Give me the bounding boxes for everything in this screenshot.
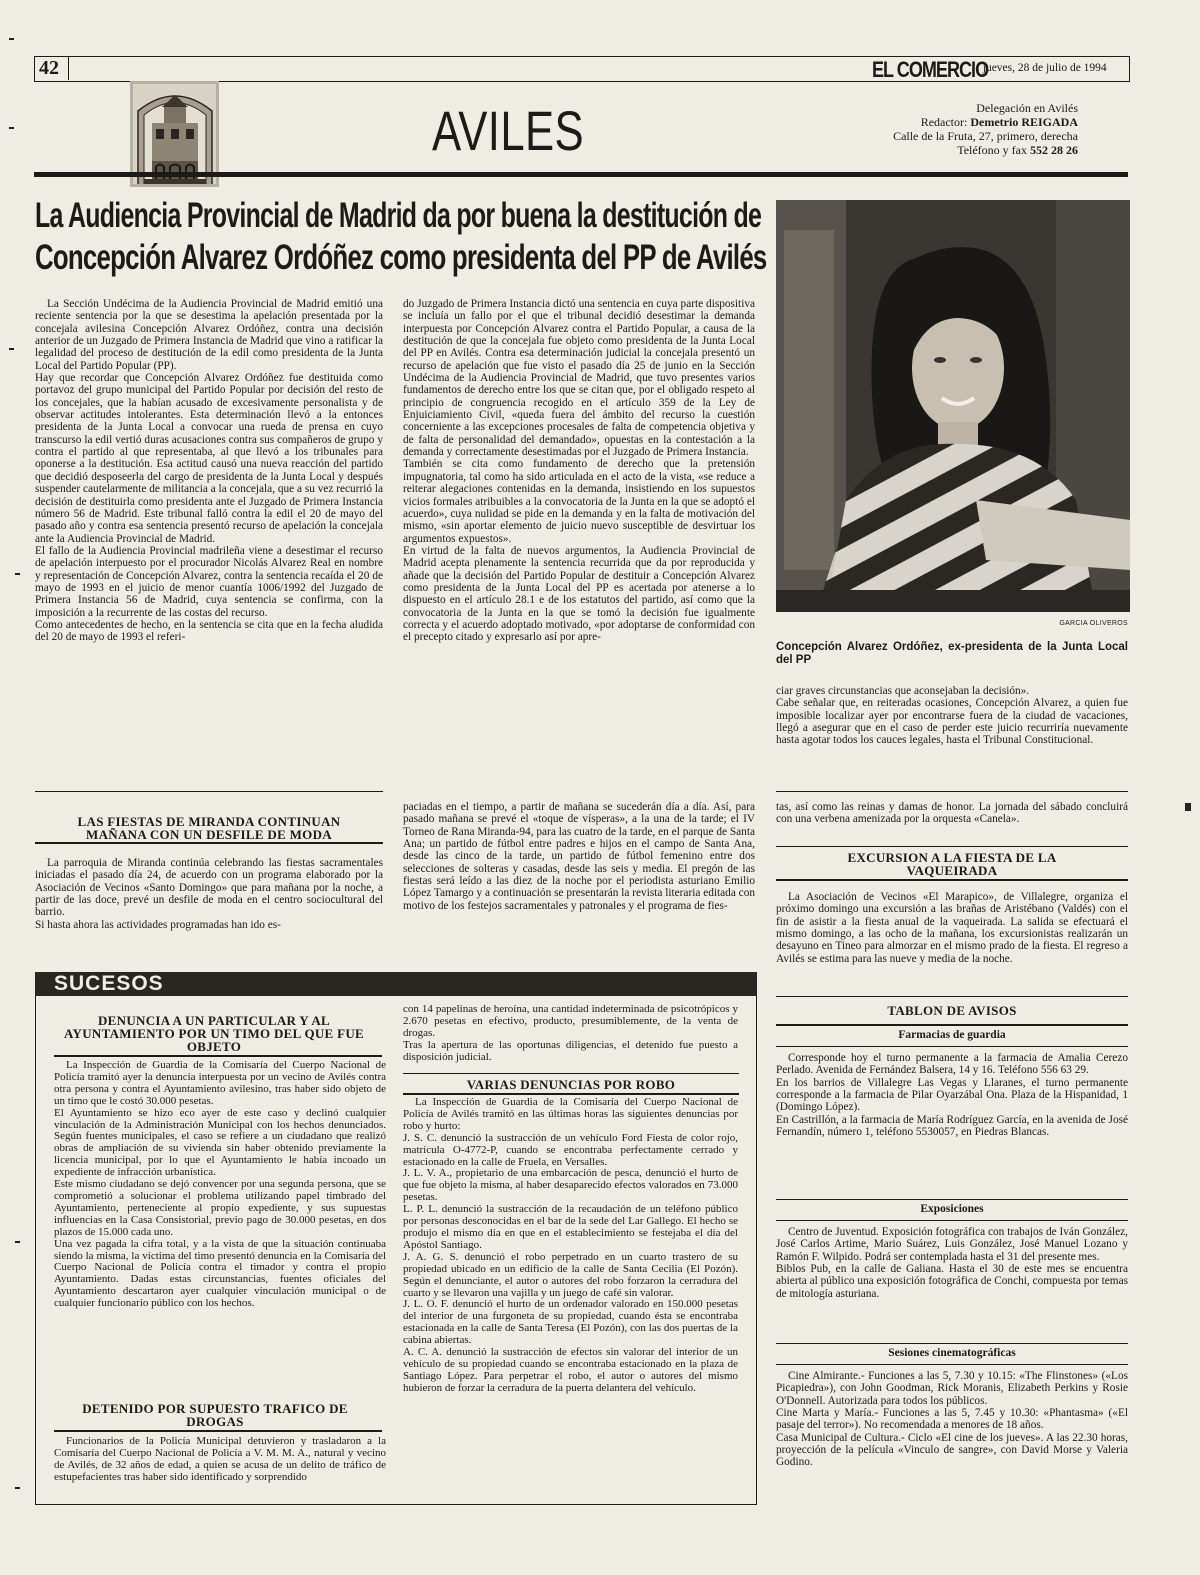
cine-title: Sesiones cinematográficas	[888, 1347, 1016, 1359]
delegation-info	[840, 101, 1078, 157]
tablon-rule	[776, 1364, 1128, 1365]
sucesos-label: SUCESOS	[54, 972, 164, 995]
sucesos-body-1: La Inspección de Guardia de la Comisaría del Cuerpo Nacional de Policía tramitó ayer la denuncia interpuesta por un vecino de Avilés contra otra persona y contra el Ayuntamiento avilesino, tras haber sido objeto de un timo que le costó 30.000 pesetas. El Ayuntamiento se hizo eco ayer de este caso y declinó cualquier vinculación de la Administración Municipal con los hechos denunciados. Según fuentes municipales, el caso se refiere a un ciudadano que realizó obras de ampliación de su vivienda sin haber obtenido previamente la licencia municipal, por lo que el Ayuntamiento le había incoado un expediente de infracción urbanística. Este mismo ciudadano se dejó convencer por una segunda persona, que se comprometió a solucionar el problema utilizando papel timbrado del Ayuntamiento, perteneciente al propio expediente, y sus supuestas influencias en la Casa Consistorial, previo pago de 30.000 pesetas, en dos plazos de 15.000 cada uno. Una vez pagada la cifra total, y a la vista de que la situación continuaba siendo la misma, la víctima del timo presentó denuncia en la Comisaría del Cuerpo Nacional de Policía contra el timador y contra el propio Ayuntamiento. Dadas estas circunstancias, fuentes oficiales del Ayuntamiento descartaron ayer cualquier vinculación municipal o de cualquier funcionario público con los hechos.	[54, 1059, 386, 1310]
photo-credit: GARCIA OLIVEROS	[1059, 620, 1128, 627]
tablon-rule	[776, 1046, 1128, 1047]
excursion-body: La Asociación de Vecinos «El Marapico», de Villalegre, organiza el próximo domingo una excursión a las brañas de Aristébano (Valdés) con el fin de asistir a la fiesta anual de la vaqueirada. La salida se efectuará el mismo domingo, a las ocho de la mañana, los excursionistas realizarán un desayuno en Tineo para almorzar en el mismo prado de la fiesta. El regreso a Avilés se estima para las nueve y media de la noche.	[776, 891, 1128, 965]
exposiciones-title: Exposiciones	[920, 1203, 984, 1215]
registration-mark	[15, 1241, 20, 1243]
section-title: AVILES	[432, 99, 585, 162]
excursion-rule	[776, 879, 1128, 881]
phone-line	[840, 143, 1078, 157]
lead-column-2: do Juzgado de Primera Instancia dictó una sentencia en cuya parte dispositiva se incluía un fallo por el que el tribunal decidió desestimar la demanda interpuesta por Concepción Alvarez contra el Partido Popular, a causa de la destitución de que la concejala fue objeto como presidenta de la Junta Local del PP en Avilés. Contra esa determinación judicial la concejala presentó un recurso de apelación que fue visto el pasado día 25 de junio en la Sección Undécima de la Audiencia Provincial de Madrid, que tuvo presentes varios fundamentos de derecho entre los que se citan que, por el obligado respeto al principio de congruencia recogido en el artículo 359 de la Ley de Enjuiciamiento Civil, «queda fuera del ámbito del recurso la cuestión concerniente a las excepciones procesales de falta de competencia objetiva y de falta de personalidad del demandado», opuestas en la contestación a la demanda y correctamente desestimadas por el Juzgado de Primera Instancia. También se cita como fundamento de derecho que la pretensión impugnatoria, tal como ha sido articulada en el acto de la vista, «se reduce a reiterar alegaciones contenidas en la demanda, insistiendo en los supuestos vicios formales atribuibles a la convocatoria de la Junta en la que se adoptó el acuerdo», cuya nulidad se pide en la demanda y en la falta de motivación del mismo, «sin aportar elemento de juicio nuevo susceptible de desvirtuar los argumentos expuestos». En virtud de la falta de nuevos argumentos, la Audiencia Provincial de Madrid acepta plenamente la sentencia recurrida que da por reproducida y añade que la decisión del Partido Popular de destituir a Concepción Alvarez como presidenta de la Junta Local del PP es acertada por atenerse a lo dispuesto en el artículo 28.1 e de los estatutos del partido, así como que la convocatoria de la Junta en la que se tomó la decisión fue igualmente correcta y el acuerdo adoptado motivado, «por adoptarse de conformidad con el precepto citado y expresarlo así por apre-	[403, 298, 755, 644]
fiestas-column-3: tas, así como las reinas y damas de honor. La jornada del sábado concluirá con una verbena amenizada por la orquesta «Canela».	[776, 801, 1128, 826]
tablon-rule	[776, 996, 1128, 997]
sucesos-rule	[403, 1073, 739, 1074]
phone-number: 552 28 26	[1030, 143, 1078, 157]
editor-name: Demetrio REIGADA	[970, 115, 1078, 129]
tablon-rule	[776, 1343, 1128, 1344]
farmacias-body: Corresponde hoy el turno permanente a la farmacia de Amalia Cerezo Perlado. Avenida de Fernández Balsera, 14 y 16. Teléfono 556 63 29. En los barrios de Villalegre Las Vegas y Llaranes, el turno permanente corresponde a la farmacia de Pilar Oyarzábal Ona. Plaza de la Hispanidad, 1 (Domingo López). En Castrillón, a la farmacia de María Rodríguez García, en la avenida de José Fernandín, número 1, teléfono 5530057, en Piedras Blancas.	[776, 1052, 1128, 1139]
registration-mark	[1185, 803, 1191, 811]
lead-headline-line-1: La Audiencia Provincial de Madrid da por buena la destitución de	[35, 196, 762, 235]
exposiciones-body: Centro de Juventud. Exposición fotográfica con trabajos de Iván González, José Carlos Artime, Mario Suárez, Luis González, José Manuel Lozano y Ramón F. Wilpido. Podrá ser contemplada hasta el 31 del presente mes. Biblos Pub, en la calle de Galiana. Hasta el 30 de este mes se encuentra abierta al público una exposición fotográfica de Conchi, compuesta por temas de mitología asturiana.	[776, 1226, 1128, 1300]
lead-photo	[776, 200, 1130, 612]
masthead-rule	[34, 172, 1128, 177]
registration-mark	[15, 573, 20, 575]
sucesos-rule	[54, 1430, 382, 1432]
registration-mark	[9, 127, 14, 129]
lead-bottom-rule	[35, 791, 383, 792]
excursion-rule-top	[776, 846, 1128, 847]
farmacias-title: Farmacias de guardia	[898, 1029, 1006, 1041]
lead-column-3: ciar graves circunstancias que aconsejaban la decisión». Cabe señalar que, en reiteradas ocasiones, Concepción Alvarez, a quien fue imposible localizar ayer por encontrarse fuera de la ciudad de vacaciones, llegó a asegurar que en el caso de perder este juicio recurriría nuevamente hasta agotar todos los cauces legales, hasta el Tribunal Constitucional.	[776, 685, 1128, 747]
sucesos-body-3: La Inspección de Guardia de la Comisaría del Cuerpo Nacional de Policía de Avilés tramitó en las últimas horas las siguientes denuncias por robo y hurto: J. S. C. denunció la sustracción de un vehículo Ford Fiesta de color rojo, matrícula O-4772-P, cuando se encontraba perfectamente cerrado y estacionado en la calle de Fruela, en Versalles. J. L. V. A., propietario de una embarcación de pesca, denunció el hurto de que fue objeto la misma, al haber desaparecido efectos valorados en 73.000 pesetas. L. P. L. denunció la sustracción de la recaudación de un teléfono público por personas desconocidas en el bar de la sede del Lar Gallego. El hecho se produjo el mismo día en que en el establecimiento se festejaba el día del Apóstol Santiago. J. A. G. S. denunció el robo perpetrado en un cuarto trastero de su propiedad ubicado en un edificio de la calle de Santa Cecilia (El Pozón). Según el denunciante, el autor o autores del robo forzaron la cerradura del cuarto y se llevaron una vajilla y un juego de café sin valorar. J. L. O. F. denunció el hurto de un ordenador valorado en 150.000 pesetas del interior de una furgoneta de su propiedad, cuando ésta se encontraba estacionada en la calle de Santa Teresa (El Pozón), con las dos puertas de la cabina abiertas. A. C. A. denunció la sustracción de efectos sin valorar del interior de un vehículo de su propiedad cuando se encontraba estacionado en la plaza de Santiago López. Para perpetrar el robo, el autor o autores del mismo hubieron de forzar la cerradura de la puerta delantera del vehículo.	[403, 1096, 738, 1394]
lead-bottom-rule	[776, 791, 1128, 792]
fiestas-rule	[35, 842, 383, 844]
issue-date: . jueves, 28 de julio de 1994	[977, 62, 1107, 74]
sucesos-headline-1: DENUNCIA A UN PARTICULAR Y AL AYUNTAMIENTO POR UN TIMO DEL QUE FUE OBJETO	[64, 1013, 364, 1054]
sucesos-headline-3: VARIAS DENUNCIAS POR ROBO	[466, 1077, 676, 1092]
fiestas-headline: LAS FIESTAS DE MIRANDA CONTINUAN MAÑANA CON UN DESFILE DE MODA	[77, 814, 341, 842]
excursion-headline: EXCURSION A LA FIESTA DE LA VAQUEIRADA	[847, 850, 1057, 878]
tablon-rule	[776, 1220, 1128, 1221]
fiestas-column-2: paciadas en el tiempo, a partir de mañana se sucederán día a día. Así, para pasado mañana se prevé el «toque de vísperas», a la una de la tarde; el IV Torneo de Rana Miranda-94, para las cuatro de la tarde, en el parque de Santa Ana; un partido de fútbol entre padres e hijos en el campo de Santa Ana, desde las cinco de la tarde, un partido de fútbol femenino entre dos selecciones de solteras y casadas, desde las seis y media. El pregón de las fiestas será leído a las diez de la noche por el periodista asturiano Emilio López Tamargo y a continuación se presentarán la revista literaria editada con motivo de los festejos sacramentales y patronales y el programa de fies-	[403, 801, 755, 912]
registration-mark	[9, 38, 14, 40]
sucesos-rule	[54, 1055, 382, 1057]
tablon-title: TABLON DE AVISOS	[887, 1003, 1017, 1018]
cine-body: Cine Almirante.- Funciones a las 5, 7.30 y 10.15: «The Flinstones» («Los Picapiedra»), con John Goodman, Rick Moranis, Elizabeth Perkins y Rosie O'Donnell. Autorizada para todos los públicos. Cine Marta y María.- Funciones a las 5, 7.45 y 10.30: «Phantasma» («El pasaje del terror»). No recomendada a menores de 18 años. Casa Municipal de Cultura.- Ciclo «El cine de los jueves». A las 22.30 horas, proyección de la película «Vinculo de sangre», con David Morse y Valeria Godino.	[776, 1370, 1128, 1469]
editor-label: Redactor:	[920, 115, 968, 129]
registration-mark	[15, 1487, 20, 1489]
delegation-address: Calle de la Fruta, 27, primero, derecha	[893, 129, 1078, 143]
editor-line	[840, 115, 1078, 129]
phone-label: Teléfono y fax	[957, 143, 1027, 157]
delegation-name: Delegación en Avilés	[976, 101, 1078, 115]
sucesos-body-2-continued: con 14 papelinas de heroína, una cantidad indeterminada de psicotrópicos y 2.670 pesetas en efectivo, producto, presumiblemente, de la venta de drogas. Tras la apertura de las oportunas diligencias, el detenido fue puesto a disposición judicial.	[403, 1003, 738, 1063]
tablon-rule	[776, 1199, 1128, 1200]
tablon-rule	[776, 1024, 1128, 1026]
registration-mark	[9, 348, 14, 350]
sucesos-body-2: Funcionarios de la Policía Municipal detuvieron y trasladaron a la Comisaría del Cuerpo Nacional de Policía a V. M. M. A., natural y vecino de Avilés, de 32 años de edad, a quien se acusa de un delito de tráfico de estupefacientes tras haber sido identificado y sorprendido	[54, 1435, 386, 1483]
photo-caption: Concepción Alvarez Ordóñez, ex-presidenta de la Junta Local del PP	[776, 641, 1128, 666]
lead-headline-line-2: Concepción Alvarez Ordóñez como presidenta del PP de Avilés	[35, 238, 767, 277]
fiestas-column-1: La parroquia de Miranda continúa celebrando las fiestas sacramentales iniciadas el pasado día 24, de acuerdo con un programa elaborado por la Asociación de Vecinos «Santo Domingo» que para mañana por la noche, a partir de las doce, prevé un desfile de moda en el centro sociocultural del barrio. Si hasta ahora las actividades programadas han ido es-	[35, 857, 383, 931]
sucesos-headline-2: DETENIDO POR SUPUESTO TRAFICO DE DROGAS	[82, 1401, 348, 1429]
lead-column-1: La Sección Undécima de la Audiencia Provincial de Madrid emitió una reciente sentencia por la que se desestima la apelación presentada por la concejala avilesina Concepción Alvarez Ordóñez, contra una decisión anterior de un Juzgado de Primera Instancia de Madrid que vino a ratificar la legalidad del proceso de destitución de la edil como presidenta de la Junta Local del Partido Popular (PP). Hay que recordar que Concepción Alvarez Ordóñez fue destituida como portavoz del grupo municipal del Partido Popular por decisión del resto de los concejales, que la habían acusado de excesivamente personalista y de observar actitudes intolerantes. Esta determinación llevó a la entonces presidenta de la Junta Local a convocar una rueda de prensa en cuyo transcurso la edil vertió duras acusaciones contra sus compañeros de grupo y contra el partido al que representaba, al que llevó a los tribunales para oponerse a la destitución. Esa actitud causó una nueva reacción del partido que decidió desposeerla del cargo de presidenta de la Junta Local y después suspender cautelarmente de militancia a la concejala, que a su vez recurrió la decisión de destituirla como presidenta ante el Juzgado de Primera Instancia número 56 de Madrid. Este tribunal falló contra la edil el 20 de mayo del pasado año y contra esa sentencia presentó recurso de apelación la concejala ante la Audiencia Provincial de Madrid. El fallo de la Audiencia Provincial madrileña viene a desestimar el recurso de apelación interpuesto por el procurador Nicolás Alvarez Real en nombre y representación de Concepción Alvarez, contra la sentencia recaída el 20 de mayo de 1993 en el juicio de menor cuantía 1006/1992 del Juzgado de Primera Instancia 56 de Madrid, cuya sentencia se confirma, con la imposición a la recurrente de las costas del recurso. Como antecedentes de hecho, en la sentencia se cita que en la fecha aludida del 20 de mayo de 1993 el referi-	[35, 298, 383, 644]
paper-name: EL COMERCIO	[872, 57, 989, 82]
sucesos-rule	[403, 1093, 739, 1095]
page-number: 42	[39, 57, 59, 79]
